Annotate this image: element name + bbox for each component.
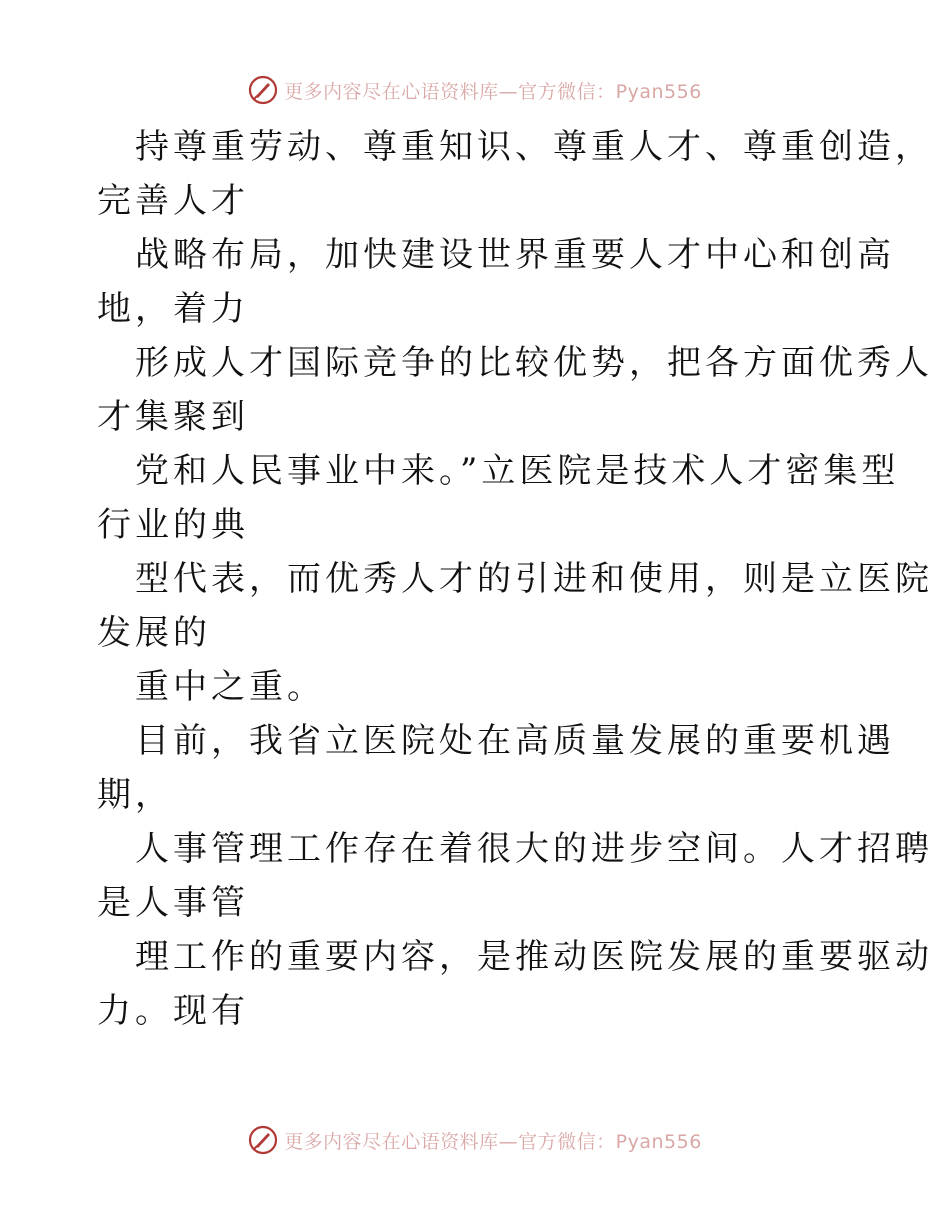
text-line: 力。现有	[97, 991, 249, 1031]
text-line: 是人事管	[97, 883, 249, 923]
quill-logo-icon	[248, 75, 278, 105]
text-line: 完善人才	[97, 181, 249, 221]
text-line: 才集聚到	[97, 397, 249, 437]
header-watermark-text: 更多内容尽在心语资料库—官方微信：Pyan556	[284, 80, 702, 103]
text-line: 持尊重劳动、尊重知识、尊重人才、尊重创造，	[135, 127, 933, 167]
document-body	[97, 120, 933, 1038]
header-watermark	[0, 70, 950, 110]
text-line: 期，	[97, 775, 173, 815]
text-line: 目前，我省立医院处在高质量发展的重要机遇	[135, 721, 895, 761]
text-line: 重中之重。	[135, 667, 325, 707]
text-line: 形成人才国际竞争的比较优势，把各方面优秀人	[135, 343, 933, 383]
text-line: 地，着力	[97, 289, 249, 329]
footer-watermark	[0, 1120, 950, 1160]
text-line: 型代表，而优秀人才的引进和使用，则是立医院	[135, 559, 933, 599]
text-line: 人事管理工作存在着很大的进步空间。人才招聘	[135, 829, 933, 869]
text-line: 战略布局，加快建设世界重要人才中心和创高	[135, 235, 895, 275]
footer-watermark-text: 更多内容尽在心语资料库—官方微信：Pyan556	[284, 1130, 702, 1153]
text-line: 理工作的重要内容，是推动医院发展的重要驱动	[135, 937, 933, 977]
text-line: 行业的典	[97, 505, 249, 545]
text-line: 党和人民事业中来。”立医院是技术人才密集型	[135, 451, 900, 491]
quill-logo-icon	[248, 1125, 278, 1155]
text-line: 发展的	[97, 613, 211, 653]
